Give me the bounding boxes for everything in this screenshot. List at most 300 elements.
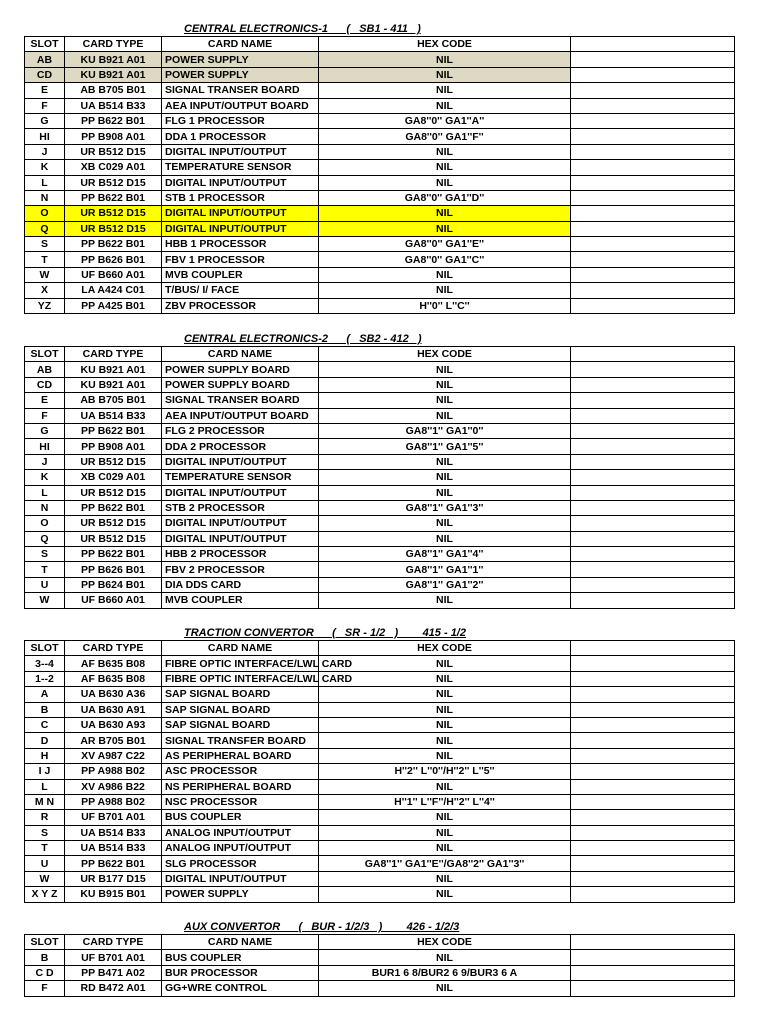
slot-header: SLOT: [25, 37, 65, 52]
card-name-cell: BUS COUPLER: [162, 950, 319, 965]
hex-code-cell: NIL: [319, 362, 571, 377]
slot-cell: H: [25, 748, 65, 763]
card-name-cell: POWER SUPPLY BOARD: [162, 377, 319, 392]
table-row: [25, 83, 735, 98]
slot-cell: C: [25, 717, 65, 732]
table-row: [25, 516, 735, 531]
slot-cell: B: [25, 702, 65, 717]
slot-cell: Q: [25, 221, 65, 236]
blank-cell: [571, 810, 735, 825]
card-type-cell: UF B701 A01: [65, 810, 162, 825]
table-row: [25, 965, 735, 980]
blank-header: [571, 641, 735, 656]
slot-header: SLOT: [25, 347, 65, 362]
hex-code-cell: NIL: [319, 206, 571, 221]
hex-code-cell: NIL: [319, 950, 571, 965]
hex-code-cell: NIL: [319, 393, 571, 408]
hex-code-cell: NIL: [319, 671, 571, 686]
slot-cell: CD: [25, 67, 65, 82]
slot-cell: E: [25, 83, 65, 98]
table-row: [25, 98, 735, 113]
blank-cell: [571, 377, 735, 392]
hex-code-cell: NIL: [319, 981, 571, 996]
header-row: [25, 347, 735, 362]
card-type-cell: PP A988 B02: [65, 794, 162, 809]
blank-cell: [571, 129, 735, 144]
blank-cell: [571, 408, 735, 423]
slot-cell: T: [25, 252, 65, 267]
blank-cell: [571, 252, 735, 267]
slot-cell: U: [25, 577, 65, 592]
hex-code-cell: H''2'' L''0''/H''2'' L''5'': [319, 764, 571, 779]
card-type-cell: UR B512 D15: [65, 221, 162, 236]
slot-cell: J: [25, 454, 65, 469]
card-type-cell: PP B622 B01: [65, 547, 162, 562]
hex-code-cell: GA8''1'' GA1''5'': [319, 439, 571, 454]
card-name-cell: POWER SUPPLY: [162, 67, 319, 82]
card-name-cell: AS PERIPHERAL BOARD: [162, 748, 319, 763]
hex-code-cell: GA8''0'' GA1''C'': [319, 252, 571, 267]
blank-cell: [571, 856, 735, 871]
table-row: [25, 687, 735, 702]
card-type-cell: UA B514 B33: [65, 841, 162, 856]
card-type-cell: UA B630 A93: [65, 717, 162, 732]
table-row: [25, 298, 735, 313]
card-table: [24, 346, 735, 609]
table-row: [25, 67, 735, 82]
slot-header: SLOT: [25, 641, 65, 656]
table-row: [25, 221, 735, 236]
card-type-cell: UF B660 A01: [65, 267, 162, 282]
blank-cell: [571, 206, 735, 221]
card-type-cell: XB C029 A01: [65, 470, 162, 485]
card-table: [24, 36, 735, 314]
blank-cell: [571, 113, 735, 128]
card-type-cell: PP B622 B01: [65, 423, 162, 438]
hex-code-cell: NIL: [319, 144, 571, 159]
blank-cell: [571, 470, 735, 485]
blank-cell: [571, 687, 735, 702]
hex-code-header: HEX CODE: [319, 37, 571, 52]
slot-cell: 3--4: [25, 656, 65, 671]
blank-cell: [571, 871, 735, 886]
card-name-header: CARD NAME: [162, 347, 319, 362]
hex-code-cell: NIL: [319, 470, 571, 485]
card-name-cell: DIGITAL INPUT/OUTPUT: [162, 454, 319, 469]
card-name-header: CARD NAME: [162, 37, 319, 52]
hex-code-cell: GA8''1'' GA1''1'': [319, 562, 571, 577]
blank-cell: [571, 160, 735, 175]
blank-cell: [571, 298, 735, 313]
hex-code-cell: NIL: [319, 531, 571, 546]
card-type-cell: UA B514 B33: [65, 825, 162, 840]
card-name-cell: FIBRE OPTIC INTERFACE/LWL CARD: [162, 656, 319, 671]
slot-cell: CD: [25, 377, 65, 392]
hex-code-header: HEX CODE: [319, 935, 571, 950]
slot-cell: W: [25, 267, 65, 282]
card-name-cell: SAP SIGNAL BOARD: [162, 687, 319, 702]
hex-code-cell: NIL: [319, 267, 571, 282]
card-name-cell: DIGITAL INPUT/OUTPUT: [162, 206, 319, 221]
blank-cell: [571, 67, 735, 82]
hex-code-cell: NIL: [319, 160, 571, 175]
slot-cell: O: [25, 516, 65, 531]
card-type-cell: PP B626 B01: [65, 562, 162, 577]
slot-cell: T: [25, 841, 65, 856]
blank-cell: [571, 887, 735, 902]
hex-code-cell: GA8''1'' GA1''E''/GA8''2'' GA1''3'': [319, 856, 571, 871]
table-row: [25, 981, 735, 996]
blank-cell: [571, 547, 735, 562]
hex-code-cell: GA8''1'' GA1''3'': [319, 500, 571, 515]
hex-code-cell: NIL: [319, 871, 571, 886]
card-type-cell: XB C029 A01: [65, 160, 162, 175]
blank-cell: [571, 671, 735, 686]
card-type-cell: UR B512 D15: [65, 175, 162, 190]
section-title: TRACTION CONVERTOR ( SR - 1/2 ) 415 - 1/2: [184, 627, 466, 639]
card-type-cell: AF B635 B08: [65, 671, 162, 686]
table-row: [25, 748, 735, 763]
card-name-cell: HBB 1 PROCESSOR: [162, 237, 319, 252]
hex-code-cell: GA8''0'' GA1''E'': [319, 237, 571, 252]
table-row: [25, 500, 735, 515]
blank-cell: [571, 237, 735, 252]
card-type-header: CARD TYPE: [65, 935, 162, 950]
card-name-header: CARD NAME: [162, 935, 319, 950]
slot-cell: G: [25, 423, 65, 438]
card-type-cell: UA B630 A91: [65, 702, 162, 717]
hex-code-cell: NIL: [319, 733, 571, 748]
blank-cell: [571, 950, 735, 965]
table-row: [25, 871, 735, 886]
hex-code-cell: NIL: [319, 408, 571, 423]
table-row: [25, 377, 735, 392]
blank-cell: [571, 83, 735, 98]
card-type-cell: AF B635 B08: [65, 656, 162, 671]
slot-cell: B: [25, 950, 65, 965]
card-name-cell: NS PERIPHERAL BOARD: [162, 779, 319, 794]
blank-cell: [571, 779, 735, 794]
blank-cell: [571, 794, 735, 809]
table-row: [25, 794, 735, 809]
hex-code-cell: NIL: [319, 779, 571, 794]
table-row: [25, 237, 735, 252]
table-row: [25, 593, 735, 608]
card-name-cell: STB 1 PROCESSOR: [162, 190, 319, 205]
card-type-cell: PP A425 B01: [65, 298, 162, 313]
card-type-cell: PP B622 B01: [65, 113, 162, 128]
table-row: [25, 190, 735, 205]
table-row: [25, 175, 735, 190]
table-row: [25, 764, 735, 779]
card-type-cell: PP B908 A01: [65, 129, 162, 144]
hex-code-cell: NIL: [319, 593, 571, 608]
card-name-cell: ZBV PROCESSOR: [162, 298, 319, 313]
card-name-cell: STB 2 PROCESSOR: [162, 500, 319, 515]
slot-cell: HI: [25, 439, 65, 454]
blank-cell: [571, 423, 735, 438]
hex-code-cell: NIL: [319, 887, 571, 902]
hex-code-cell: NIL: [319, 98, 571, 113]
card-name-cell: T/BUS/ I/ FACE: [162, 283, 319, 298]
blank-cell: [571, 965, 735, 980]
table-row: [25, 144, 735, 159]
table-row: [25, 562, 735, 577]
blank-cell: [571, 656, 735, 671]
card-name-cell: DIA DDS CARD: [162, 577, 319, 592]
card-type-cell: PP B622 B01: [65, 500, 162, 515]
card-type-cell: KU B921 A01: [65, 52, 162, 67]
card-type-cell: XV A986 B22: [65, 779, 162, 794]
card-name-cell: POWER SUPPLY: [162, 52, 319, 67]
table-row: [25, 702, 735, 717]
card-name-cell: DDA 1 PROCESSOR: [162, 129, 319, 144]
blank-cell: [571, 393, 735, 408]
card-type-cell: KU B915 B01: [65, 887, 162, 902]
hex-code-cell: BUR1 6 8/BUR2 6 9/BUR3 6 A: [319, 965, 571, 980]
blank-cell: [571, 841, 735, 856]
table-row: [25, 547, 735, 562]
card-name-cell: POWER SUPPLY: [162, 887, 319, 902]
blank-cell: [571, 531, 735, 546]
slot-cell: U: [25, 856, 65, 871]
slot-cell: K: [25, 160, 65, 175]
table-row: [25, 856, 735, 871]
card-type-cell: UR B512 D15: [65, 485, 162, 500]
table-row: [25, 439, 735, 454]
hex-code-header: HEX CODE: [319, 347, 571, 362]
hex-code-cell: NIL: [319, 702, 571, 717]
hex-code-cell: NIL: [319, 656, 571, 671]
slot-cell: AB: [25, 362, 65, 377]
table-row: [25, 206, 735, 221]
card-name-cell: TEMPERATURE SENSOR: [162, 160, 319, 175]
card-type-cell: UF B660 A01: [65, 593, 162, 608]
blank-cell: [571, 283, 735, 298]
card-name-cell: TEMPERATURE SENSOR: [162, 470, 319, 485]
hex-code-header: HEX CODE: [319, 641, 571, 656]
slot-cell: YZ: [25, 298, 65, 313]
blank-cell: [571, 516, 735, 531]
hex-code-cell: NIL: [319, 283, 571, 298]
card-type-cell: UR B512 D15: [65, 531, 162, 546]
section-title: CENTRAL ELECTRONICS-2 ( SB2 - 412 ): [184, 333, 422, 345]
card-name-cell: SIGNAL TRANSER BOARD: [162, 393, 319, 408]
card-name-cell: DIGITAL INPUT/OUTPUT: [162, 871, 319, 886]
slot-cell: S: [25, 237, 65, 252]
card-type-cell: UA B630 A36: [65, 687, 162, 702]
table-row: [25, 283, 735, 298]
blank-cell: [571, 825, 735, 840]
blank-cell: [571, 175, 735, 190]
card-type-cell: AB B705 B01: [65, 83, 162, 98]
card-type-cell: AB B705 B01: [65, 393, 162, 408]
hex-code-cell: NIL: [319, 83, 571, 98]
table-row: [25, 810, 735, 825]
blank-header: [571, 37, 735, 52]
hex-code-cell: H''1'' L''F''/H''2'' L''4'': [319, 794, 571, 809]
header-row: [25, 37, 735, 52]
card-name-cell: SLG PROCESSOR: [162, 856, 319, 871]
card-name-cell: DDA 2 PROCESSOR: [162, 439, 319, 454]
card-name-cell: ANALOG INPUT/OUTPUT: [162, 825, 319, 840]
card-type-cell: KU B921 A01: [65, 67, 162, 82]
card-type-cell: UA B514 B33: [65, 408, 162, 423]
card-name-cell: BUS COUPLER: [162, 810, 319, 825]
card-name-cell: SAP SIGNAL BOARD: [162, 717, 319, 732]
slot-cell: L: [25, 779, 65, 794]
table-row: [25, 577, 735, 592]
table-row: [25, 671, 735, 686]
slot-cell: G: [25, 113, 65, 128]
hex-code-cell: GA8''0'' GA1''F'': [319, 129, 571, 144]
card-name-cell: BUR PROCESSOR: [162, 965, 319, 980]
card-type-cell: PP B908 A01: [65, 439, 162, 454]
table-row: [25, 52, 735, 67]
card-name-cell: HBB 2 PROCESSOR: [162, 547, 319, 562]
hex-code-cell: NIL: [319, 454, 571, 469]
card-type-cell: PP A988 B02: [65, 764, 162, 779]
card-name-cell: SIGNAL TRANSFER BOARD: [162, 733, 319, 748]
card-name-cell: GG+WRE CONTROL: [162, 981, 319, 996]
blank-header: [571, 347, 735, 362]
hex-code-cell: NIL: [319, 810, 571, 825]
card-type-cell: PP B622 B01: [65, 190, 162, 205]
blank-cell: [571, 98, 735, 113]
card-type-cell: PP B626 B01: [65, 252, 162, 267]
card-type-cell: PP B622 B01: [65, 237, 162, 252]
card-type-cell: UR B512 D15: [65, 144, 162, 159]
table-row: [25, 267, 735, 282]
blank-cell: [571, 485, 735, 500]
blank-cell: [571, 190, 735, 205]
slot-cell: S: [25, 825, 65, 840]
blank-cell: [571, 562, 735, 577]
slot-cell: E: [25, 393, 65, 408]
table-row: [25, 485, 735, 500]
hex-code-cell: NIL: [319, 841, 571, 856]
card-type-cell: PP B471 A02: [65, 965, 162, 980]
card-name-cell: DIGITAL INPUT/OUTPUT: [162, 221, 319, 236]
slot-cell: D: [25, 733, 65, 748]
slot-cell: W: [25, 871, 65, 886]
card-name-header: CARD NAME: [162, 641, 319, 656]
card-name-cell: FBV 2 PROCESSOR: [162, 562, 319, 577]
hex-code-cell: NIL: [319, 52, 571, 67]
card-name-cell: DIGITAL INPUT/OUTPUT: [162, 516, 319, 531]
table-row: [25, 252, 735, 267]
table-row: [25, 470, 735, 485]
table-row: [25, 113, 735, 128]
slot-cell: M N: [25, 794, 65, 809]
hex-code-cell: NIL: [319, 516, 571, 531]
blank-cell: [571, 267, 735, 282]
card-name-cell: DIGITAL INPUT/OUTPUT: [162, 485, 319, 500]
slot-cell: F: [25, 981, 65, 996]
card-name-cell: FIBRE OPTIC INTERFACE/LWL CARD: [162, 671, 319, 686]
hex-code-cell: GA8''0'' GA1''D'': [319, 190, 571, 205]
blank-header: [571, 935, 735, 950]
hex-code-cell: NIL: [319, 825, 571, 840]
card-type-cell: UA B514 B33: [65, 98, 162, 113]
slot-cell: 1--2: [25, 671, 65, 686]
hex-code-cell: GA8''1'' GA1''2'': [319, 577, 571, 592]
slot-cell: T: [25, 562, 65, 577]
hex-code-cell: NIL: [319, 717, 571, 732]
card-name-cell: FLG 2 PROCESSOR: [162, 423, 319, 438]
slot-cell: HI: [25, 129, 65, 144]
table-row: [25, 656, 735, 671]
table-row: [25, 733, 735, 748]
table-row: [25, 408, 735, 423]
blank-cell: [571, 717, 735, 732]
slot-cell: L: [25, 175, 65, 190]
card-table: [24, 640, 735, 903]
slot-cell: N: [25, 500, 65, 515]
slot-cell: A: [25, 687, 65, 702]
table-row: [25, 717, 735, 732]
slot-cell: S: [25, 547, 65, 562]
header-row: [25, 641, 735, 656]
card-name-cell: POWER SUPPLY BOARD: [162, 362, 319, 377]
card-name-cell: SIGNAL TRANSER BOARD: [162, 83, 319, 98]
table-row: [25, 454, 735, 469]
hex-code-cell: GA8''1'' GA1''0'': [319, 423, 571, 438]
card-type-cell: UR B177 D15: [65, 871, 162, 886]
slot-header: SLOT: [25, 935, 65, 950]
hex-code-cell: NIL: [319, 67, 571, 82]
hex-code-cell: GA8''1'' GA1''4'': [319, 547, 571, 562]
card-type-cell: XV A987 C22: [65, 748, 162, 763]
card-type-cell: PP B622 B01: [65, 856, 162, 871]
slot-cell: W: [25, 593, 65, 608]
card-type-cell: UR B512 D15: [65, 516, 162, 531]
table-row: [25, 393, 735, 408]
card-name-cell: MVB COUPLER: [162, 267, 319, 282]
slot-cell: L: [25, 485, 65, 500]
blank-cell: [571, 439, 735, 454]
card-name-cell: FLG 1 PROCESSOR: [162, 113, 319, 128]
blank-cell: [571, 454, 735, 469]
card-type-cell: UR B512 D15: [65, 454, 162, 469]
blank-cell: [571, 593, 735, 608]
card-name-cell: NSC PROCESSOR: [162, 794, 319, 809]
table-row: [25, 423, 735, 438]
slot-cell: O: [25, 206, 65, 221]
card-name-cell: AEA INPUT/OUTPUT BOARD: [162, 98, 319, 113]
card-type-cell: RD B472 A01: [65, 981, 162, 996]
slot-cell: Q: [25, 531, 65, 546]
table-row: [25, 779, 735, 794]
card-name-cell: ANALOG INPUT/OUTPUT: [162, 841, 319, 856]
blank-cell: [571, 362, 735, 377]
card-type-cell: UF B701 A01: [65, 950, 162, 965]
slot-cell: I J: [25, 764, 65, 779]
card-type-cell: KU B921 A01: [65, 377, 162, 392]
card-name-cell: SAP SIGNAL BOARD: [162, 702, 319, 717]
card-type-header: CARD TYPE: [65, 347, 162, 362]
slot-cell: J: [25, 144, 65, 159]
table-row: [25, 825, 735, 840]
card-type-cell: LA A424 C01: [65, 283, 162, 298]
card-name-cell: ASC PROCESSOR: [162, 764, 319, 779]
slot-cell: F: [25, 408, 65, 423]
card-table: [24, 934, 735, 997]
card-type-cell: UR B512 D15: [65, 206, 162, 221]
card-name-cell: FBV 1 PROCESSOR: [162, 252, 319, 267]
slot-cell: C D: [25, 965, 65, 980]
blank-cell: [571, 733, 735, 748]
